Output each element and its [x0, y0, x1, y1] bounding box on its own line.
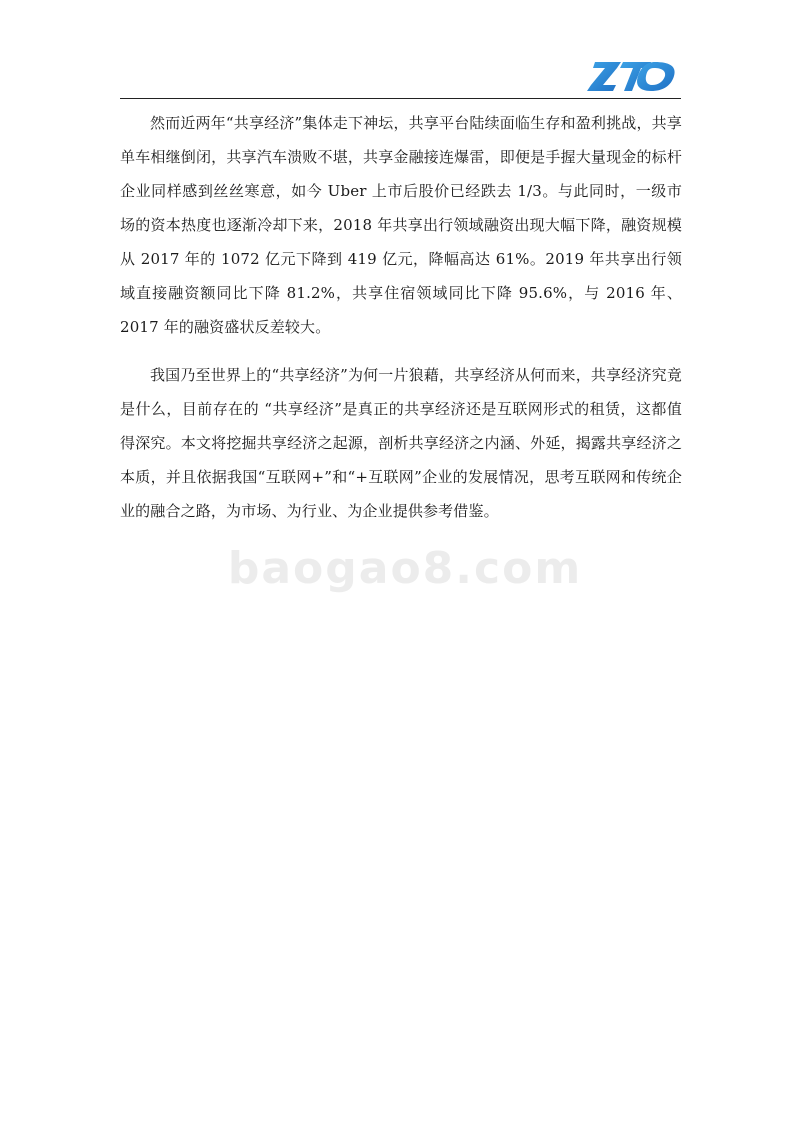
- zto-logo: [585, 58, 677, 94]
- page-header: [0, 0, 800, 100]
- header-divider: [120, 98, 681, 99]
- document-body: [120, 106, 682, 528]
- paragraph-1: 然而近两年“共享经济”集体走下神坛，共享平台陆续面临生存和盈利挑战，共享单车相继倒闭，共享汽车溃败不堪，共享金融接连爆雷，即便是手握大量现金的标杆企业同样感到丝丝寒意，如今 Uber 上市后股价已经跌去 1/3。与此同时，一级市场的资本热度也逐渐冷却下来，2018 年共享出行领域融资出现大幅下降，融资规模从 2017 年的 1072 亿元下降到 419 亿元，降幅高达 61%。2019 年共享出行领域直接融资额同比下降 81.2%，共享住宿领域同比下降 95.6%，与 2016 年、2017 年的融资盛状反差较大。: [120, 114, 682, 336]
- watermark: baogao8.com: [227, 542, 583, 594]
- paragraph-2: 我国乃至世界上的“共享经济”为何一片狼藉，共享经济从何而来，共享经济究竟是什么，目前存在的 “共享经济”是真正的共享经济还是互联网形式的租赁，这都值得深究。本文将挖掘共享经济之起源，剖析共享经济之内涵、外延，揭露共享经济之本质，并且依据我国“互联网+”和“+互联网”企业的发展情况，思考互联网和传统企业的融合之路，为市场、为行业、为企业提供参考借鉴。: [120, 366, 682, 520]
